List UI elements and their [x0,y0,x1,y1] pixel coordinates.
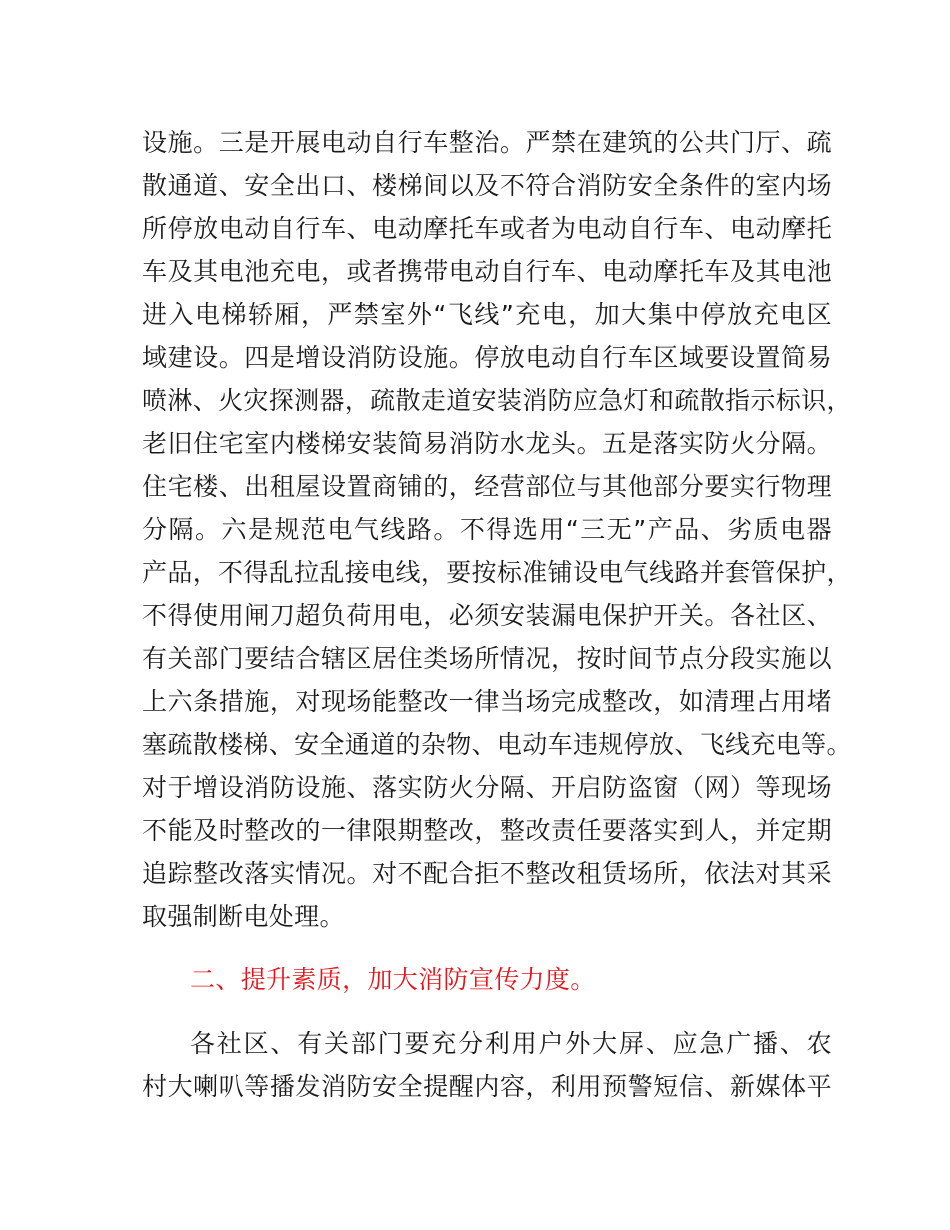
body-text-line: 不能及时整改的一律限期整改，整改责任要落实到人，并定期 [142,816,832,845]
body-text-line: 各社区、有关部门要充分利用户外大屏、应急广播、农 [190,1029,832,1058]
body-text-line: 有关部门要结合辖区居住类场所情况，按时间节点分段实施以 [142,644,832,673]
body-text-line: 喷淋、火灾探测器，疏散走道安装消防应急灯和疏散指示标识， [142,386,852,415]
body-text-line: 进入电梯轿厢，严禁室外“飞线”充电，加大集中停放充电区 [142,300,832,329]
body-text-line: 设施。三是开展电动自行车整治。严禁在建筑的公共门厅、疏 [142,128,832,157]
body-text-line: 散通道、安全出口、楼梯间以及不符合消防安全条件的室内场 [142,171,832,200]
body-text-line: 对于增设消防设施、落实防火分隔、开启防盗窗（网）等现场 [142,773,832,802]
body-text-line: 产品，不得乱拉乱接电线，要按标准铺设电气线路并套管保护， [142,558,852,587]
body-text-line: 老旧住宅室内楼梯安装简易消防水龙头。五是落实防火分隔。 [142,429,832,458]
body-text-line: 塞疏散楼梯、安全通道的杂物、电动车违规停放、飞线充电等。 [142,730,852,759]
body-text-line: 村大喇叭等播发消防安全提醒内容，利用预警短信、新媒体平 [142,1072,832,1101]
body-text-line: 车及其电池充电，或者携带电动自行车、电动摩托车及其电池 [142,257,832,286]
body-text-line: 上六条措施，对现场能整改一律当场完成整改，如清理占用堵 [142,687,832,716]
body-text-line: 取强制断电处理。 [142,902,345,931]
body-text-line: 不得使用闸刀超负荷用电，必须安装漏电保护开关。各社区、 [142,601,832,630]
body-text-line: 所停放电动自行车、电动摩托车或者为电动自行车、电动摩托 [142,214,832,243]
section-heading: 二、提升素质，加大消防宣传力度。 [190,965,596,994]
body-text-line: 住宅楼、出租屋设置商铺的，经营部位与其他部分要实行物理 [142,472,832,501]
body-text-line: 追踪整改落实情况。对不配合拒不整改租赁场所，依法对其采 [142,859,832,888]
body-text-line: 域建设。四是增设消防设施。停放电动自行车区域要设置简易 [142,343,832,372]
body-text-line: 分隔。六是规范电气线路。不得选用“三无”产品、劣质电器 [142,515,832,544]
